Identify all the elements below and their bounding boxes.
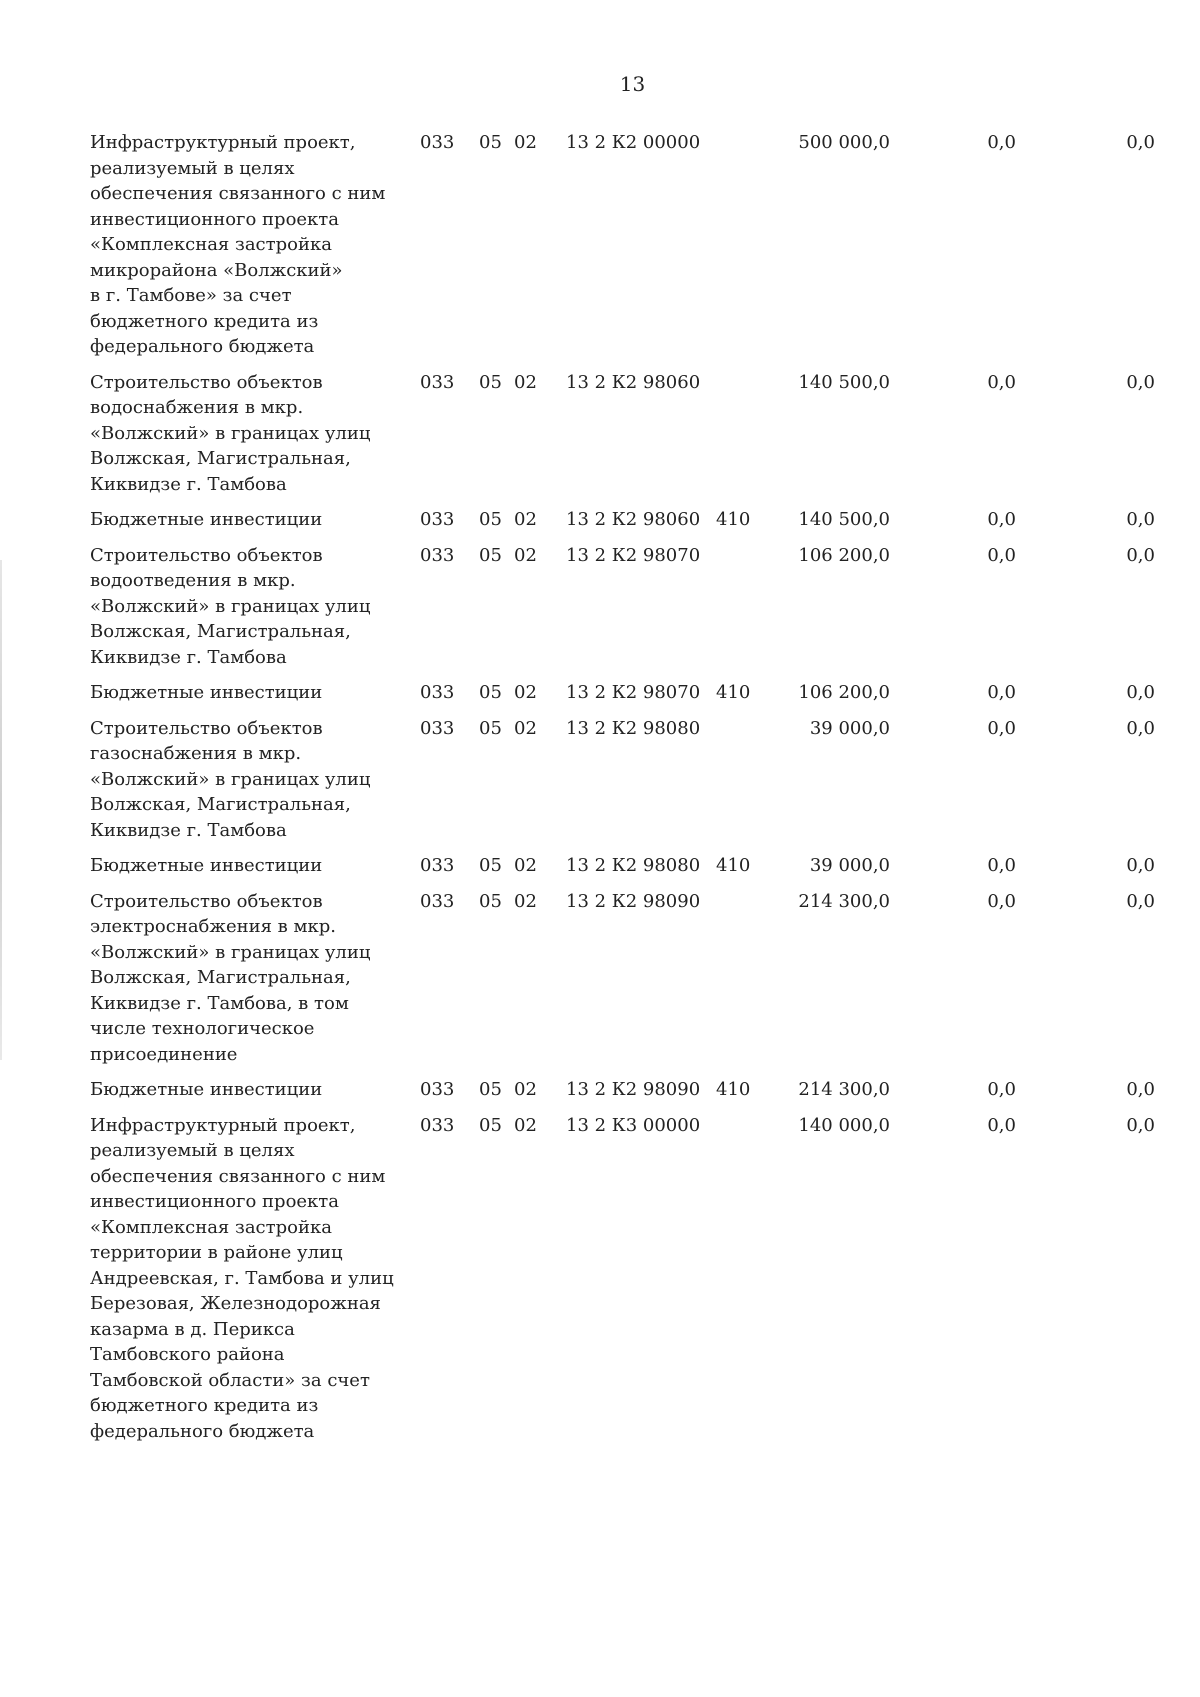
row-amount-2: 0,0 [987, 855, 1016, 876]
row-amount-3: 0,0 [1126, 1079, 1155, 1100]
row-name: Строительство объектов водоотведения в мкр. «Волжский» в границах улиц Волжская, Магистральная, Киквидзе г. Тамбова [90, 544, 371, 668]
table-row [0, 370, 1200, 498]
row-amount-2: 0,0 [987, 544, 1016, 566]
row-name: Бюджетные инвестиции [90, 1079, 323, 1100]
row-amount-1: 106 200,0 [798, 682, 890, 703]
table-row [0, 1077, 1200, 1103]
table-row [0, 543, 1200, 671]
row-section-code: 05 [479, 855, 502, 876]
row-ministry-code: 033 [420, 855, 455, 876]
row-target-code: 13 2 К2 98070 [566, 544, 701, 566]
row-section-code: 05 [479, 682, 502, 703]
row-ministry-code: 033 [420, 890, 455, 912]
row-name: Строительство объектов водоснабжения в мкр. «Волжский» в границах улиц Волжская, Магистральная, Киквидзе г. Тамбова [90, 371, 371, 495]
row-amount-1: 214 300,0 [798, 890, 890, 912]
row-amount-2: 0,0 [987, 682, 1016, 703]
table-row [0, 889, 1200, 1068]
row-subsection-code: 02 [514, 682, 537, 703]
row-amount-1: 140 500,0 [798, 371, 890, 393]
row-name: Инфраструктурный проект, реализуемый в целях обеспечения связанного с ним инвестиционного проекта «Комплексная застройка микрорайона «Волжский» в г. Тамбове» за счет бюджетного кредита из федерального бюджета [90, 132, 386, 357]
row-subsection-code: 02 [514, 132, 537, 153]
row-ministry-code: 033 [420, 717, 455, 739]
row-amount-3: 0,0 [1126, 371, 1155, 393]
row-name: Бюджетные инвестиции [90, 509, 323, 530]
row-subsection-code: 02 [514, 890, 537, 912]
row-amount-3: 0,0 [1126, 682, 1155, 703]
row-expense-type: 410 [716, 509, 751, 530]
table-row [0, 1113, 1200, 1445]
row-target-code: 13 2 К2 98080 [566, 717, 701, 739]
row-target-code: 13 2 К2 98090 [566, 890, 701, 912]
row-amount-1: 39 000,0 [809, 855, 890, 876]
table-row [0, 716, 1200, 844]
row-name: Строительство объектов электроснабжения в мкр. «Волжский» в границах улиц Волжская, Магистральная, Киквидзе г. Тамбова, в том числе технологическое присоединение [90, 890, 371, 1065]
row-amount-3: 0,0 [1126, 544, 1155, 566]
row-amount-1: 106 200,0 [798, 544, 890, 566]
row-target-code: 13 2 К2 98080 [566, 855, 701, 876]
row-section-code: 05 [479, 890, 502, 912]
row-section-code: 05 [479, 544, 502, 566]
row-amount-3: 0,0 [1126, 855, 1155, 876]
row-amount-3: 0,0 [1126, 132, 1155, 153]
row-ministry-code: 033 [420, 1114, 455, 1136]
table-row [0, 507, 1200, 533]
row-section-code: 05 [479, 509, 502, 530]
row-amount-3: 0,0 [1126, 1114, 1155, 1136]
row-amount-1: 39 000,0 [809, 717, 890, 739]
row-amount-3: 0,0 [1126, 717, 1155, 739]
row-ministry-code: 033 [420, 509, 455, 530]
row-amount-1: 214 300,0 [798, 1079, 890, 1100]
row-subsection-code: 02 [514, 855, 537, 876]
row-amount-2: 0,0 [987, 1079, 1016, 1100]
row-subsection-code: 02 [514, 509, 537, 530]
row-amount-3: 0,0 [1126, 890, 1155, 912]
table-row [0, 853, 1200, 879]
row-target-code: 13 2 К2 98060 [566, 509, 701, 530]
table-row [0, 680, 1200, 706]
row-target-code: 13 2 К3 00000 [566, 1114, 701, 1136]
row-amount-2: 0,0 [987, 890, 1016, 912]
row-amount-3: 0,0 [1126, 509, 1155, 530]
table-row [0, 130, 1200, 360]
row-subsection-code: 02 [514, 1079, 537, 1100]
row-section-code: 05 [479, 1079, 502, 1100]
row-target-code: 13 2 К2 98090 [566, 1079, 701, 1100]
row-section-code: 05 [479, 1114, 502, 1136]
row-ministry-code: 033 [420, 544, 455, 566]
row-amount-2: 0,0 [987, 509, 1016, 530]
row-name: Бюджетные инвестиции [90, 855, 323, 876]
row-expense-type: 410 [716, 1079, 751, 1100]
row-target-code: 13 2 К2 98060 [566, 371, 701, 393]
row-ministry-code: 033 [420, 132, 455, 153]
row-target-code: 13 2 К2 98070 [566, 682, 701, 703]
row-subsection-code: 02 [514, 717, 537, 739]
row-ministry-code: 033 [420, 1079, 455, 1100]
row-subsection-code: 02 [514, 544, 537, 566]
row-amount-1: 140 000,0 [798, 1114, 890, 1136]
row-expense-type: 410 [716, 855, 751, 876]
row-name: Строительство объектов газоснабжения в мкр. «Волжский» в границах улиц Волжская, Магистральная, Киквидзе г. Тамбова [90, 717, 371, 841]
row-name: Бюджетные инвестиции [90, 682, 323, 703]
row-ministry-code: 033 [420, 371, 455, 393]
row-amount-2: 0,0 [987, 717, 1016, 739]
row-subsection-code: 02 [514, 1114, 537, 1136]
row-target-code: 13 2 К2 00000 [566, 132, 701, 153]
row-amount-1: 140 500,0 [798, 509, 890, 530]
row-amount-2: 0,0 [987, 1114, 1016, 1136]
row-ministry-code: 033 [420, 682, 455, 703]
row-section-code: 05 [479, 132, 502, 153]
row-section-code: 05 [479, 717, 502, 739]
budget-table [0, 130, 1200, 1454]
row-expense-type: 410 [716, 682, 751, 703]
row-name: Инфраструктурный проект, реализуемый в целях обеспечения связанного с ним инвестиционного проекта «Комплексная застройка территории в районе улиц Андреевская, г. Тамбова и улиц Березовая, Железнодорожная казарма в д. Перикса Тамбовского района Тамбовской области» за счет бюджетного кредита из федерального бюджета [90, 1114, 394, 1442]
row-amount-2: 0,0 [987, 132, 1016, 153]
row-subsection-code: 02 [514, 371, 537, 393]
row-amount-2: 0,0 [987, 371, 1016, 393]
page-number: 13 [619, 72, 646, 96]
row-amount-1: 500 000,0 [798, 132, 890, 153]
row-section-code: 05 [479, 371, 502, 393]
